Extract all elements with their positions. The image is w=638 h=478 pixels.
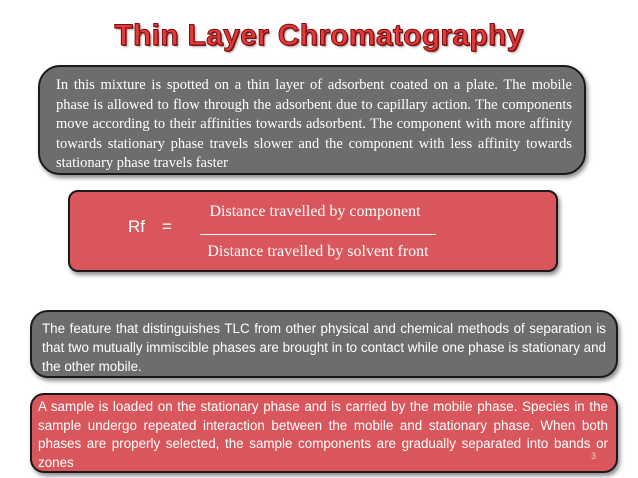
fraction-line bbox=[200, 234, 436, 235]
formula-lhs: Rf bbox=[128, 217, 145, 236]
rf-formula-box bbox=[68, 190, 558, 272]
feature-text-box bbox=[30, 310, 618, 378]
formula-numerator: Distance travelled by component bbox=[209, 203, 421, 220]
intro-text-box bbox=[38, 65, 586, 175]
page-number: 3 bbox=[591, 451, 597, 461]
sample-text-box bbox=[30, 393, 618, 473]
intro-text: In this mixture is spotted on a thin layer of adsorbent coated on a plate. The mobile phase is allowed to flow through the adsorbent due to capillary action. The components move according to their affinities towards adsorbent. The component with more affinity towards stationary phase travels slower and the component with less affinity towards stationary phase travels faster bbox=[56, 77, 572, 172]
feature-text: The feature that distinguishes TLC from other physical and chemical methods of separation is that two mutually immiscible phases are brought in to contact while one phase is stationary and the other mobile. bbox=[42, 321, 606, 374]
formula-equals: = bbox=[162, 217, 172, 236]
formula-denominator: Distance travelled by solvent front bbox=[207, 243, 429, 260]
slide-title: Thin Layer Chromatography bbox=[114, 19, 524, 52]
sample-text: A sample is loaded on the stationary phase and is carried by the mobile phase. Species in the sample undergo repeated interaction between the mobile and stationary phase. When both phases are properly selected, the sample components are gradually separated into bands or zones bbox=[38, 399, 608, 470]
